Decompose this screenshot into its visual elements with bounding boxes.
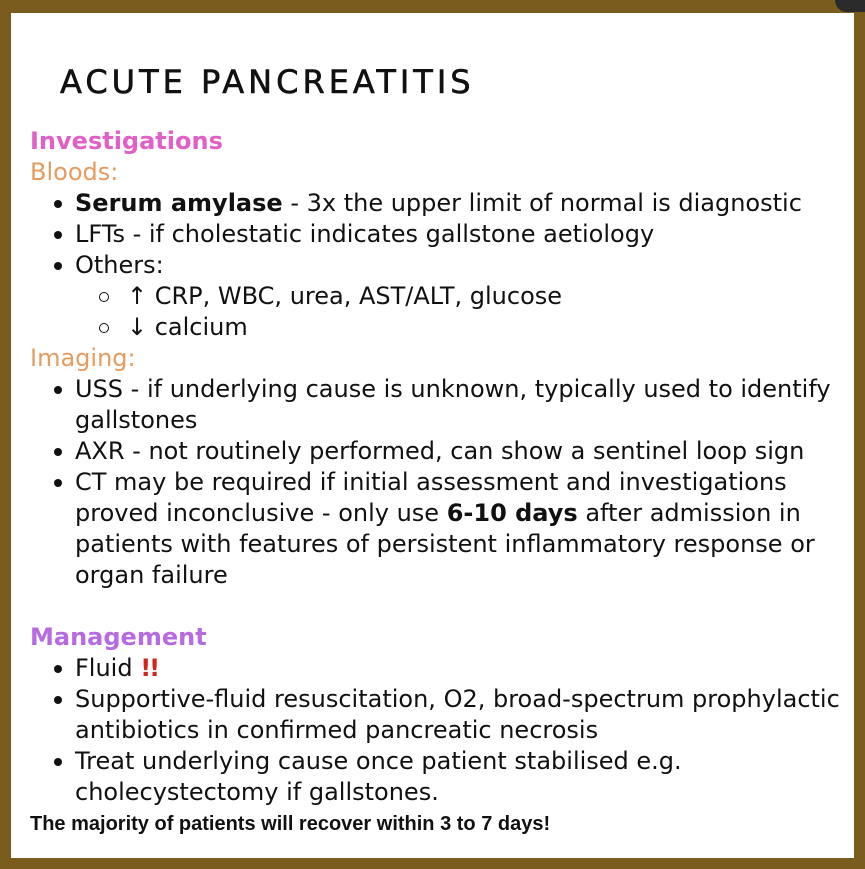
investigations-heading: Investigations bbox=[30, 127, 223, 155]
list-item bbox=[127, 312, 844, 343]
list-item bbox=[75, 746, 844, 808]
others-list bbox=[75, 281, 844, 343]
fluid-text: Fluid bbox=[75, 654, 141, 682]
imaging-heading: Imaging: bbox=[30, 344, 136, 372]
lfts-text: LFTs - if cholestatic indicates gallstone aetiology bbox=[75, 220, 655, 248]
uss-text: USS - if underlying cause is unknown, typically used to identify gallstones bbox=[75, 375, 831, 434]
ct-timing: 6-10 days bbox=[446, 499, 578, 527]
imaging-list bbox=[30, 374, 844, 591]
double-exclamation-icon: !! bbox=[140, 654, 159, 682]
management-list bbox=[30, 653, 844, 808]
others-label: Others: bbox=[75, 251, 164, 279]
main-content bbox=[30, 126, 844, 838]
management-heading: Management bbox=[30, 623, 207, 651]
bloods-list bbox=[30, 188, 844, 343]
list-item bbox=[75, 219, 844, 250]
corner-decoration bbox=[835, 0, 865, 12]
list-item bbox=[75, 467, 844, 591]
list-item bbox=[75, 250, 844, 343]
serum-amylase-text: - 3x the upper limit of normal is diagnostic bbox=[282, 189, 802, 217]
list-item bbox=[127, 281, 844, 312]
axr-text: AXR - not routinely performed, can show a sentinel loop sign bbox=[75, 437, 805, 465]
others-raised: ↑ CRP, WBC, urea, AST/ALT, glucose bbox=[127, 282, 563, 310]
section-spacer bbox=[30, 591, 844, 622]
footer-note: The majority of patients will recover within 3 to 7 days! bbox=[30, 813, 551, 835]
content-card bbox=[11, 13, 854, 858]
list-item bbox=[75, 188, 844, 219]
ct-text-pre: CT may be required if initial assessment and investigations proved inconclusive - only use bbox=[75, 468, 787, 527]
supportive-text: Supportive-fluid resuscitation, O2, broad-spectrum prophylactic antibiotics in confirmed pancreatic necrosis bbox=[75, 685, 840, 744]
ct-text-post: after admission in patients with features of persistent inflammatory response or organ failure bbox=[75, 499, 815, 589]
page-title: ACUTE PANCREATITIS bbox=[60, 63, 475, 101]
list-item bbox=[75, 374, 844, 436]
bloods-heading: Bloods: bbox=[30, 158, 119, 186]
others-lowered: ↓ calcium bbox=[127, 313, 248, 341]
list-item bbox=[75, 684, 844, 746]
list-item bbox=[75, 436, 844, 467]
serum-amylase-label: Serum amylase bbox=[75, 189, 283, 217]
list-item bbox=[75, 653, 844, 684]
treat-cause-text: Treat underlying cause once patient stabilised e.g. cholecystectomy if gallstones. bbox=[75, 747, 682, 806]
